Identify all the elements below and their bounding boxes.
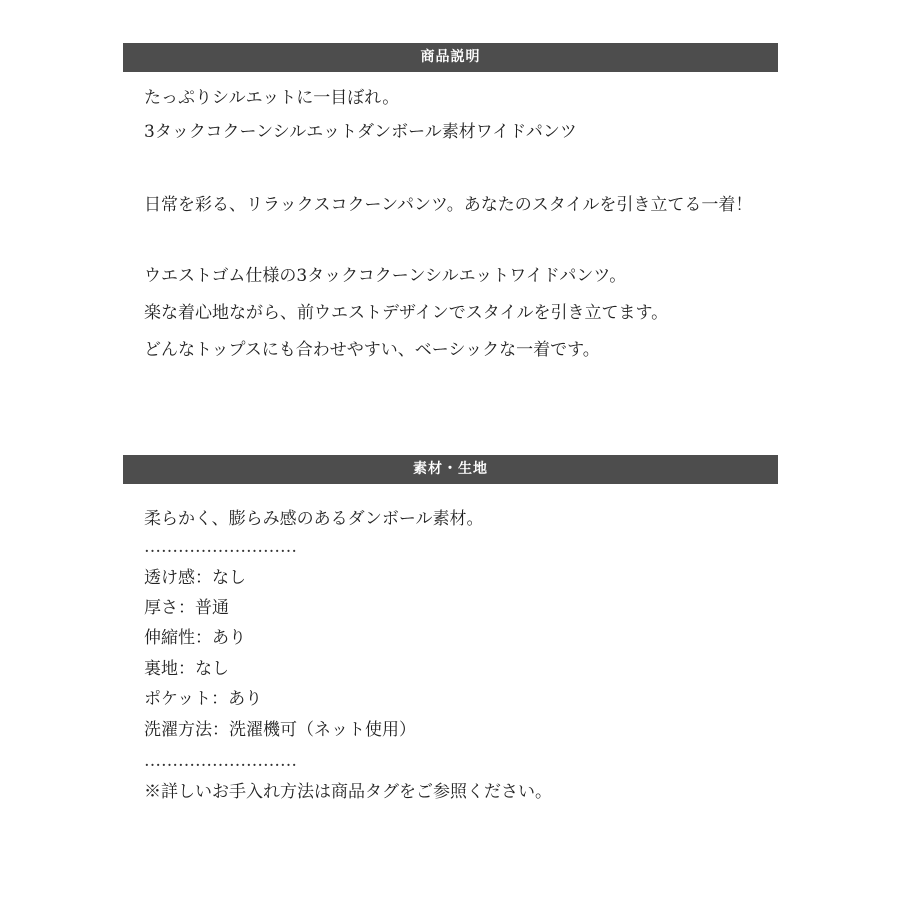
spec-pocket: ポケット：あり xyxy=(144,689,263,709)
care-note: ※詳しいお手入れ方法は商品タグをご参照ください。 xyxy=(144,782,552,802)
section-header-description: 商品説明 xyxy=(123,43,778,72)
divider-top: ……………………… xyxy=(144,537,297,557)
section-header-material: 素材・生地 xyxy=(123,455,778,484)
spec-lining: 裏地：なし xyxy=(144,659,229,679)
description-line-5: 楽な着心地ながら、前ウエストデザインでスタイルを引き立てます。 xyxy=(144,303,669,323)
spec-thickness: 厚さ：普通 xyxy=(144,598,229,618)
spec-transparency: 透け感：なし xyxy=(144,568,246,588)
material-intro: 柔らかく、膨らみ感のあるダンボール素材。 xyxy=(144,509,484,529)
description-line-6: どんなトップスにも合わせやすい、ベーシックな一着です。 xyxy=(144,340,600,360)
description-line-2: 3タックコクーンシルエットダンボール素材ワイドパンツ xyxy=(144,122,577,142)
divider-bottom: ……………………… xyxy=(144,751,297,771)
spec-washing: 洗濯方法：洗濯機可（ネット使用） xyxy=(144,720,416,740)
spec-stretch: 伸縮性：あり xyxy=(144,628,246,648)
description-line-3: 日常を彩る、リラックスコクーンパンツ。あなたのスタイルを引き立てる一着！ xyxy=(144,195,753,215)
description-line-1: たっぷりシルエットに一目ぼれ。 xyxy=(144,88,400,108)
description-line-4: ウエストゴム仕様の3タックコクーンシルエットワイドパンツ。 xyxy=(144,266,627,286)
